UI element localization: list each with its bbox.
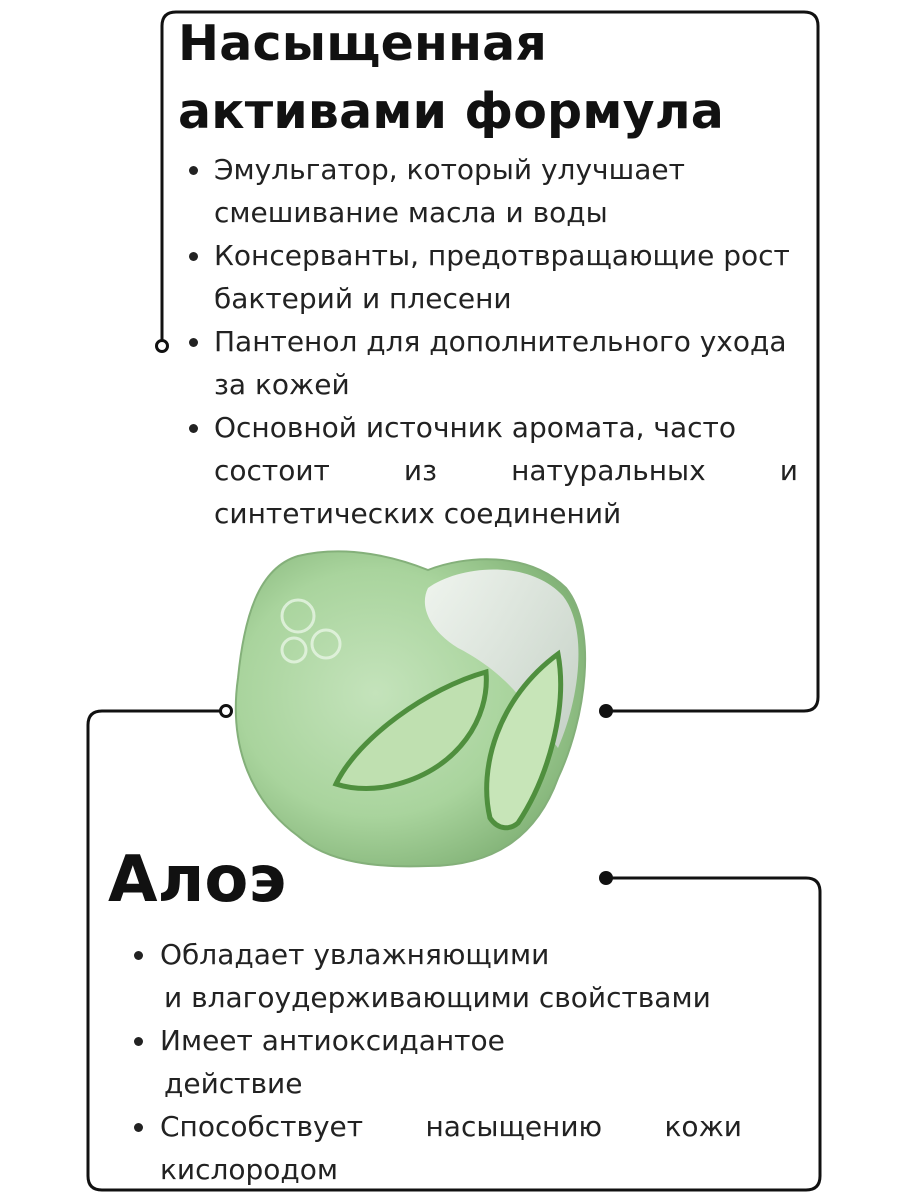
aloe-gel-image bbox=[228, 548, 588, 868]
list-item-line: состоит из натуральных и bbox=[214, 454, 798, 487]
list-item-line: кислородом bbox=[160, 1153, 339, 1186]
list-item-line: Пантенол для дополнительного ухода bbox=[214, 325, 787, 358]
list-item bbox=[160, 933, 742, 1019]
list-item-line: за кожей bbox=[214, 368, 350, 401]
list-item-line: синтетических соединений bbox=[214, 497, 622, 530]
list-item-line: действие bbox=[164, 1067, 303, 1100]
formula-title: Насыщенная активами формула bbox=[178, 15, 725, 140]
list-item bbox=[214, 234, 798, 320]
bullet-icon bbox=[189, 338, 198, 347]
bullet-icon bbox=[189, 166, 198, 175]
bullet-icon bbox=[189, 252, 198, 261]
formula-list bbox=[214, 148, 798, 535]
aloe-frame-dot bbox=[599, 871, 613, 885]
aloe-title: Алоэ bbox=[108, 843, 287, 917]
list-item-line: Способствует насыщению кожи bbox=[160, 1110, 742, 1143]
list-item-line: Основной источник аромата, часто bbox=[214, 411, 736, 444]
bullet-icon bbox=[189, 424, 198, 433]
formula-frame-dot bbox=[599, 704, 613, 718]
list-item-line: Консерванты, предотвращающие рост bbox=[214, 239, 790, 272]
bullet-icon bbox=[134, 1123, 143, 1132]
list-item-line: бактерий и плесени bbox=[214, 282, 512, 315]
aloe-list bbox=[160, 933, 742, 1191]
list-item bbox=[214, 406, 798, 535]
list-item-line: и влагоудерживающими свойствами bbox=[164, 981, 711, 1014]
list-item bbox=[214, 148, 798, 234]
list-item-line: Имеет антиоксидантое bbox=[160, 1024, 505, 1057]
list-item-line: Обладает увлажняющими bbox=[160, 938, 550, 971]
list-item-line: Эмульгатор, который улучшает bbox=[214, 153, 685, 186]
list-item bbox=[160, 1105, 742, 1191]
bullet-icon bbox=[134, 951, 143, 960]
list-item bbox=[214, 320, 798, 406]
formula-frame-end-dot bbox=[157, 341, 168, 352]
list-item bbox=[160, 1019, 742, 1105]
list-item-line: смешивание масла и воды bbox=[214, 196, 608, 229]
bullet-icon bbox=[134, 1037, 143, 1046]
